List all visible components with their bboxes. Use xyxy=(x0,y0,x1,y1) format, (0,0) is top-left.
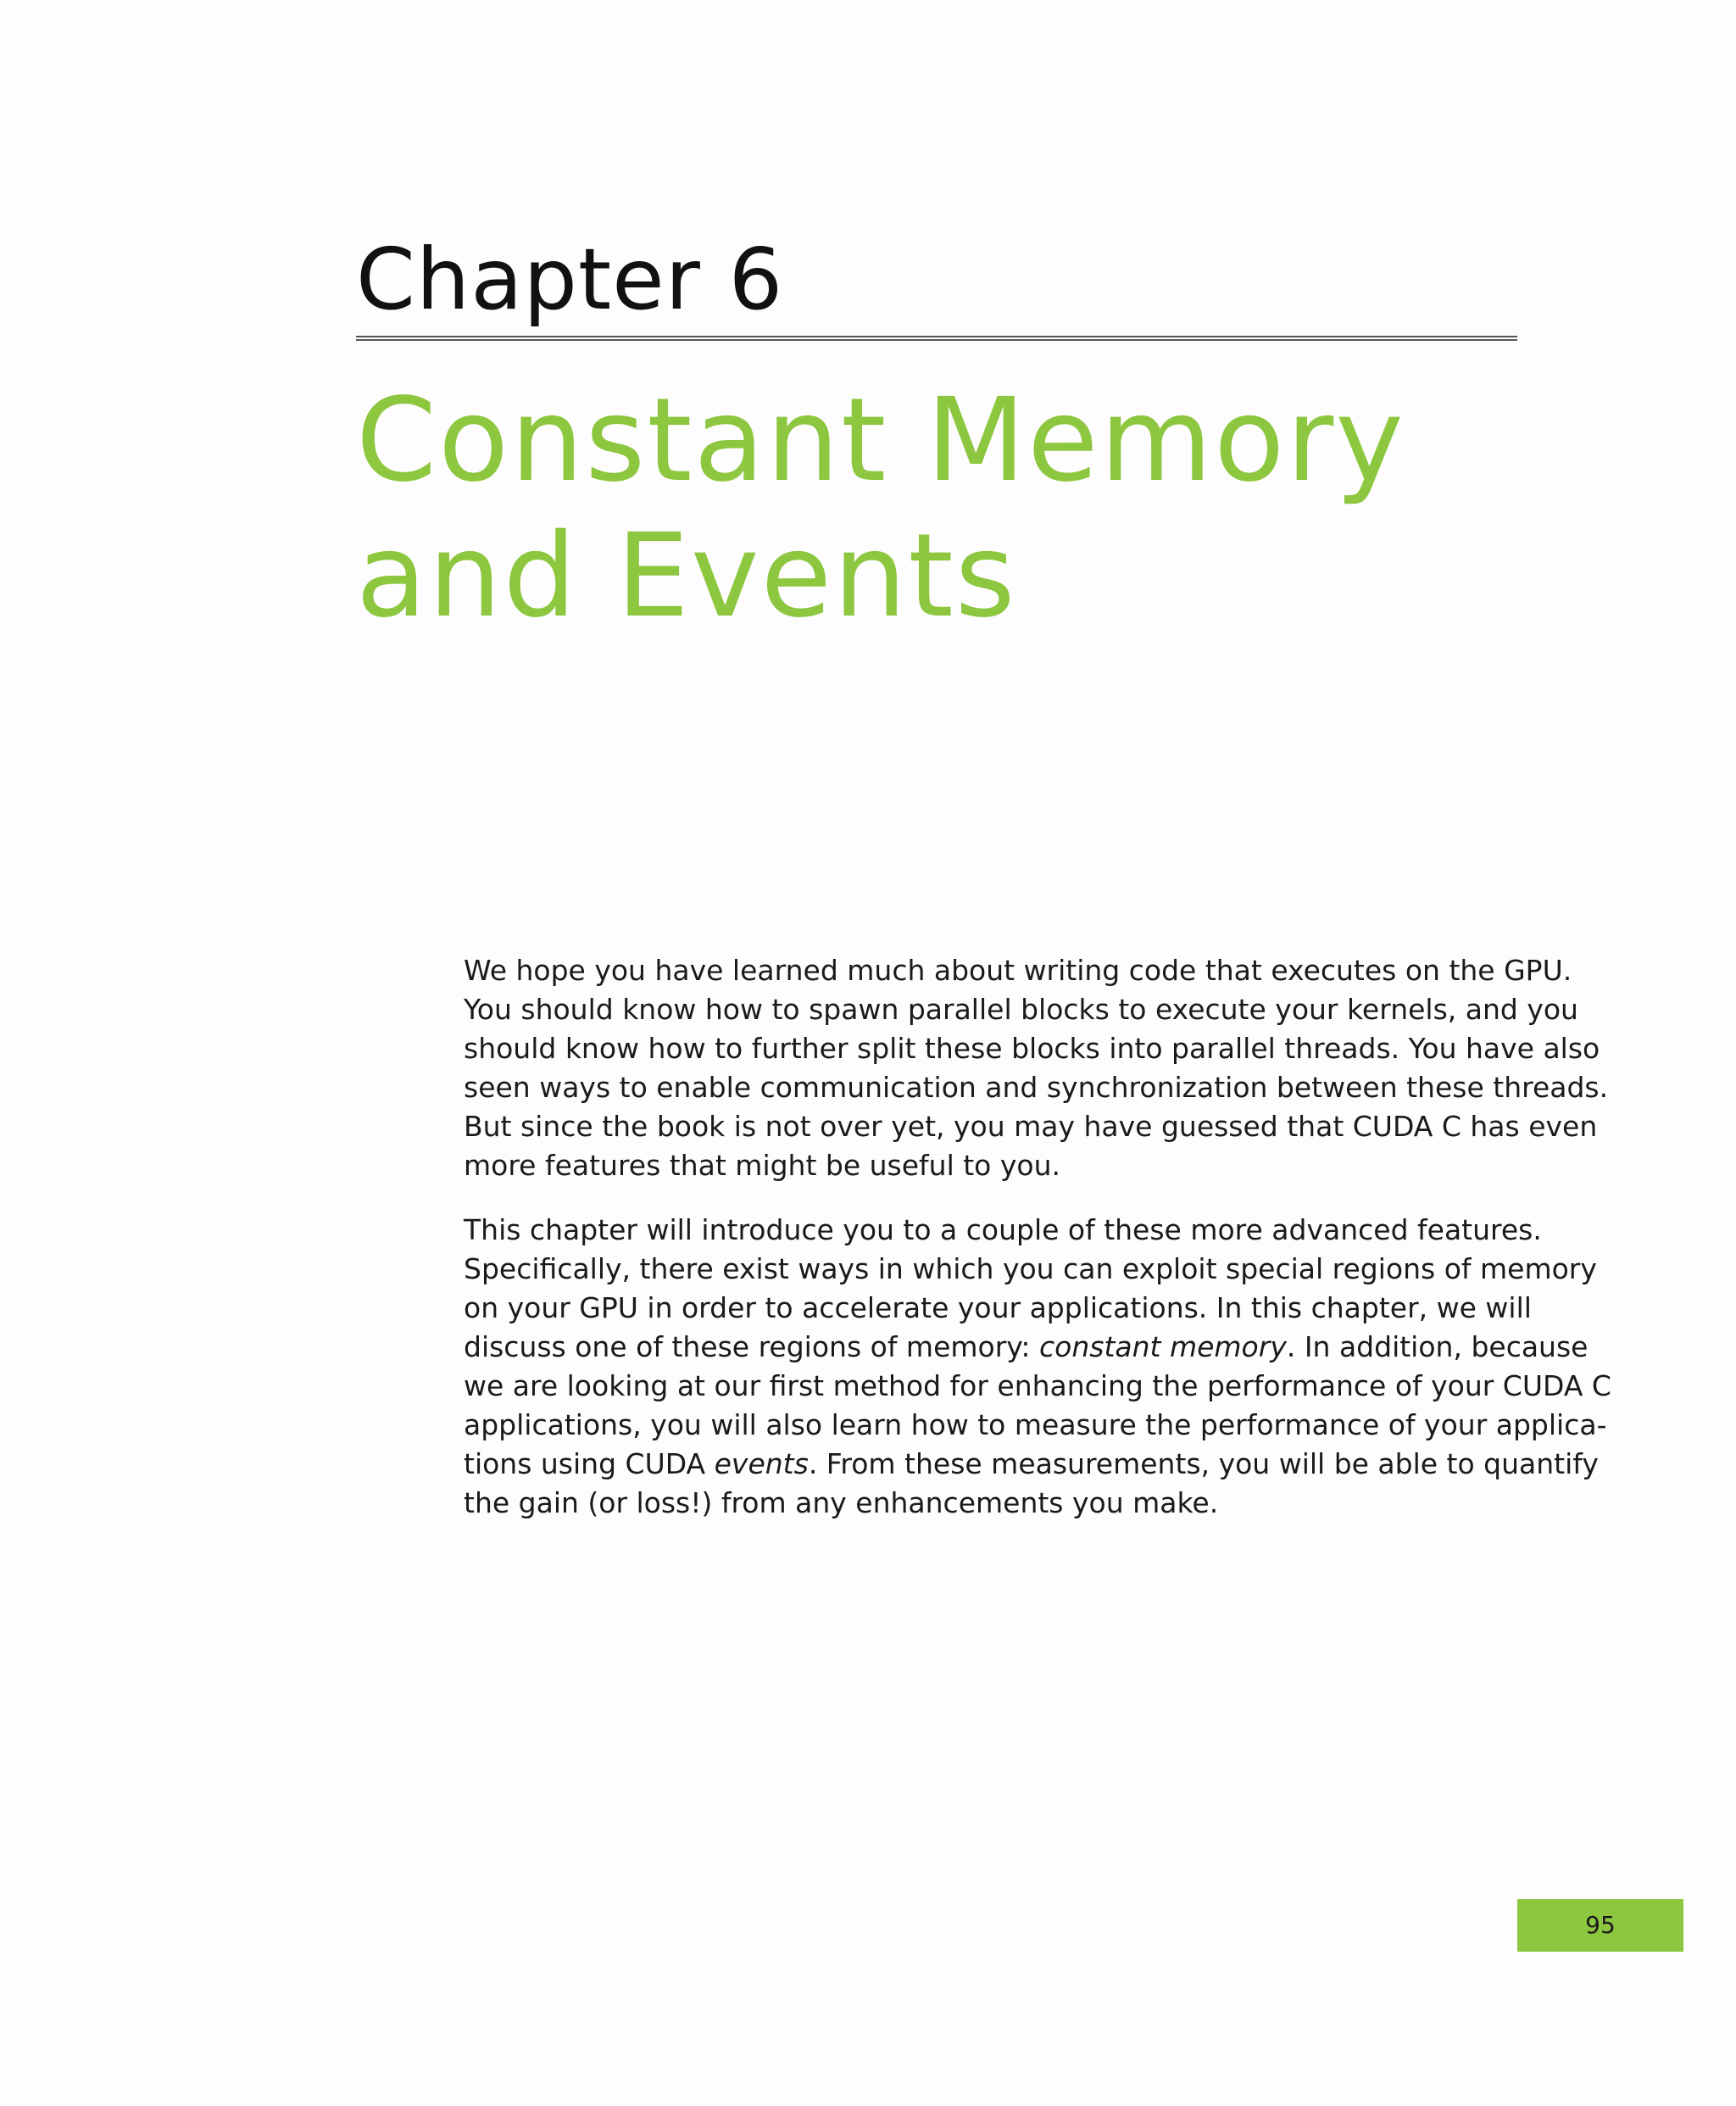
chapter-rule xyxy=(356,336,1517,341)
paragraph-line: But since the book is not over yet, you may have guessed that CUDA C has even xyxy=(464,1110,1598,1143)
chapter-intro xyxy=(464,951,1611,1548)
paragraph-line: applications, you will also learn how to measure the performance of your applica- xyxy=(464,1408,1607,1441)
paragraph-line: more features that might be useful to you. xyxy=(464,1149,1060,1182)
paragraph-line: seen ways to enable communication and synchronization between these threads. xyxy=(464,1071,1609,1104)
chapter-label: Chapter 6 xyxy=(356,230,784,329)
text-run: discuss one of these regions of memory: xyxy=(464,1330,1040,1363)
term-events: events xyxy=(714,1447,809,1480)
intro-paragraph-1 xyxy=(464,951,1609,1185)
paragraph-line xyxy=(464,1445,1599,1484)
chapter-title xyxy=(356,373,1517,644)
chapter-title-line-2: and Events xyxy=(356,510,1017,644)
paragraph-line: on your GPU in order to accelerate your applications. In this chapter, we will xyxy=(464,1291,1532,1324)
text-run: tions using CUDA xyxy=(464,1447,715,1480)
term-constant-memory: constant memory xyxy=(1039,1330,1287,1363)
paragraph-line: Specifically, there exist ways in which you can exploit special regions of memory xyxy=(464,1252,1597,1285)
paragraph-line: should know how to further split these blocks into parallel threads. You have also xyxy=(464,1032,1600,1065)
text-run: . In addition, because xyxy=(1286,1330,1589,1363)
paragraph-line: we are looking at our first method for enhancing the performance of your CUDA C xyxy=(464,1369,1611,1402)
paragraph-line: This chapter will introduce you to a couple of these more advanced features. xyxy=(464,1213,1542,1246)
intro-paragraph-2 xyxy=(464,1211,1611,1523)
chapter-title-line-1: Constant Memory xyxy=(356,374,1405,508)
paragraph-line: You should know how to spawn parallel blocks to execute your kernels, and you xyxy=(464,993,1578,1026)
paragraph-line: the gain (or loss!) from any enhancements you make. xyxy=(464,1486,1219,1519)
text-run: . From these measurements, you will be able to quantify xyxy=(808,1447,1599,1480)
page-number: 95 xyxy=(1517,1899,1683,1952)
paragraph-line xyxy=(464,1328,1589,1367)
paragraph-line: We hope you have learned much about writing code that executes on the GPU. xyxy=(464,954,1572,987)
